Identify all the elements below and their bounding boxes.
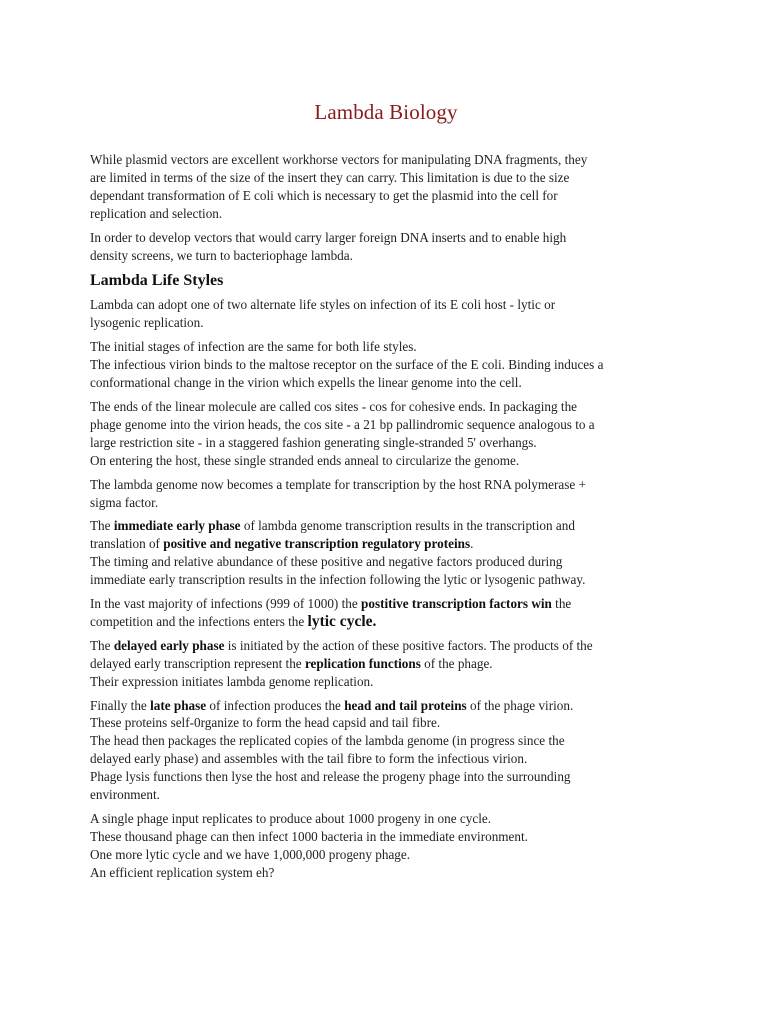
text-run: competition and the infections enters the <box>90 613 308 629</box>
text-run: The <box>90 637 114 653</box>
bold-term: replication functions <box>304 655 421 671</box>
bold-term: late phase <box>150 697 207 713</box>
text-run: The <box>90 518 114 534</box>
section-heading: Lambda Life Styles <box>90 272 224 290</box>
text-line: replication and selection. <box>90 205 223 221</box>
text-line: An efficient replication system eh? <box>90 864 275 880</box>
text-line: conformational change in the virion which expells the linear genome into the cell. <box>90 375 522 391</box>
text-line: dependant transformation of E coli which is necessary to get the plasmid into the cell for <box>90 187 558 203</box>
paragraph-life-styles <box>90 296 682 332</box>
text-run: delayed early transcription represent the <box>90 655 305 671</box>
text-run: . <box>470 536 474 552</box>
text-run: of lambda genome transcription results in the transcription and <box>240 518 575 534</box>
text-line: On entering the host, these single stranded ends anneal to circularize the genome. <box>90 452 520 468</box>
text-line <box>90 697 682 715</box>
intro-paragraph-2 <box>90 229 682 265</box>
paragraph-late-phase <box>90 697 682 804</box>
text-line: The head then packages the replicated copies of the lambda genome (in progress since the <box>90 733 565 749</box>
paragraph-initial-stages <box>90 338 682 392</box>
text-line <box>90 613 682 631</box>
text-line: A single phage input replicates to produce about 1000 progeny in one cycle. <box>90 811 492 826</box>
text-line <box>90 637 682 655</box>
text-line: delayed early phase) and assembles with the tail fibre to form the infectious virion. <box>90 751 528 767</box>
text-run: translation of <box>90 536 164 552</box>
paragraph-template <box>90 476 682 512</box>
text-run: Finally the <box>90 697 151 713</box>
text-line: While plasmid vectors are excellent workhorse vectors for manipulating DNA fragments, they <box>90 152 588 167</box>
text-run: In the vast majority of infections (999 of 1000) the <box>90 596 362 612</box>
bold-term: immediate early phase <box>113 518 241 534</box>
text-line: The initial stages of infection are the same for both life styles. <box>90 339 417 355</box>
text-line: are limited in terms of the size of the insert they can carry. This limitation is due to the size <box>90 169 570 185</box>
page-title: Lambda Biology <box>314 100 458 124</box>
intro-paragraph-1 <box>90 151 682 223</box>
bold-term: postitive transcription factors win <box>361 596 552 612</box>
bold-term: delayed early phase <box>113 637 225 653</box>
text-line: These thousand phage can then infect 1000 bacteria in the immediate environment. <box>90 828 528 844</box>
text-line: immediate early transcription results in the infection following the lytic or lysogenic pathway. <box>90 572 586 588</box>
paragraph-immediate-early <box>90 517 682 589</box>
paragraph-replication-summary <box>90 810 682 882</box>
text-line <box>90 535 682 553</box>
bold-term: head and tail proteins <box>344 697 467 713</box>
text-line: These proteins self-0rganize to form the head capsid and tail fibre. <box>90 715 441 731</box>
text-line: sigma factor. <box>90 494 159 510</box>
paragraph-delayed-early <box>90 637 682 691</box>
text-line: One more lytic cycle and we have 1,000,000 progeny phage. <box>90 846 411 862</box>
text-line: density screens, we turn to bacteriophage lambda. <box>90 247 353 263</box>
text-line: The infectious virion binds to the maltose receptor on the surface of the E coli. Binding induces a <box>90 357 604 373</box>
text-line: Lambda can adopt one of two alternate life styles on infection of its E coli host - lytic or <box>90 297 556 313</box>
paragraph-cos-sites <box>90 398 682 470</box>
text-line: The timing and relative abundance of these positive and negative factors produced during <box>90 554 563 570</box>
text-line <box>90 517 682 535</box>
bold-term-large: lytic cycle. <box>307 612 377 630</box>
text-run: is initiated by the action of these positive factors. The products of the <box>224 637 593 653</box>
text-line: In order to develop vectors that would carry larger foreign DNA inserts and to enable high <box>90 229 567 245</box>
text-line: environment. <box>90 787 160 803</box>
text-line: Their expression initiates lambda genome replication. <box>90 673 374 689</box>
text-line: Phage lysis functions then lyse the host and release the progeny phage into the surrounding <box>90 769 571 785</box>
text-run: of the phage. <box>420 655 493 671</box>
text-line: phage genome into the virion heads, the cos site - a 21 bp pallindromic sequence analogous to a <box>90 416 595 432</box>
document-body <box>90 100 682 888</box>
text-run: of the phage virion. <box>466 697 574 713</box>
text-run: of infection produces the <box>206 697 345 713</box>
text-line <box>90 595 682 613</box>
text-line: large restriction site - in a staggered fashion generating single-stranded 5' overhangs. <box>90 434 537 450</box>
text-line: lysogenic replication. <box>90 315 204 331</box>
text-line <box>90 655 682 673</box>
text-line: The ends of the linear molecule are called cos sites - cos for cohesive ends. In packaging the <box>90 398 578 414</box>
paragraph-lytic-majority <box>90 595 682 631</box>
bold-term: positive and negative transcription regulatory proteins <box>163 536 471 552</box>
text-line: The lambda genome now becomes a template for transcription by the host RNA polymerase + <box>90 476 586 492</box>
text-run: the <box>551 596 572 612</box>
